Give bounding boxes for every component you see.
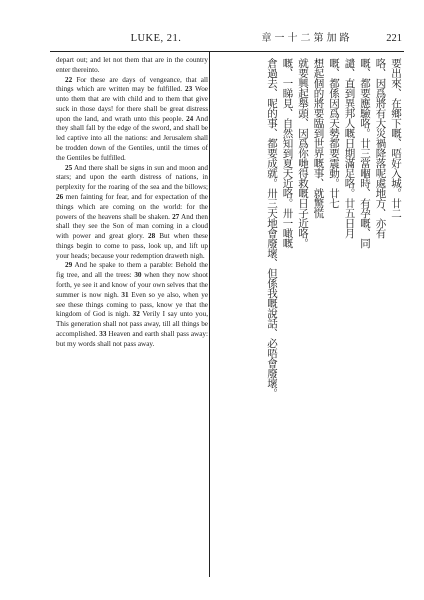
running-header-chinese: 章一十二第加路 [261, 33, 353, 44]
english-paragraph [56, 164, 208, 262]
verse-text: And then shall they see the Son of man coming in a cloud with power and great glory. [56, 212, 208, 241]
header-rule [50, 51, 404, 52]
chinese-text-line: 就要興起舉頭、因爲你哋得救嘅日子近咯。 [297, 58, 309, 248]
verse-text: Even so ye also, when ye see these things coming to pass, know ye that the kingdom of God is nigh. [56, 290, 208, 319]
chinese-text-line: 嘅、都要應驗咯。廿三當嗰時、有孕嘅、同 [359, 58, 371, 248]
verse-number: 25 [65, 163, 73, 172]
english-paragraph [56, 261, 208, 349]
verse-number: 26 [56, 192, 64, 201]
verse-text: Verily I say unto you, This generation shall not pass away, till all things be accomplished. [56, 310, 208, 338]
verse-text: But when these things begin to come to pass, look up, and lift up your heads; because your redemption draweth nigh. [56, 232, 208, 260]
verse-number: 23 [184, 85, 193, 94]
verse-text: For these are days of vengeance, that all things which are written may be fulfilled. [56, 75, 208, 94]
verse-number: 24 [186, 114, 194, 123]
verse-text: depart out; and let not them that are in the country enter thereinto. [56, 56, 208, 74]
chinese-text-line: 咯、因爲將有大災禍降落呢處地方、亦有 [374, 58, 387, 238]
page-number: 221 [386, 33, 402, 44]
verse-text: And there shall be signs in sun and moon and stars; and upon the earth distress of nations, in perplexity for the roaring of the sea and the billows; [56, 163, 208, 192]
chinese-text-column [215, 58, 403, 576]
chinese-text-line: 嘅、都係因爲天勢都要震動。廿七 [328, 58, 340, 208]
verse-number: 28 [148, 232, 156, 241]
english-paragraph [56, 56, 208, 76]
column-divider [209, 52, 210, 577]
verse-text: And he spake to them a parable: Behold the fig tree, and all the trees: [56, 261, 208, 280]
running-header-english: LUKE, 21. [130, 33, 182, 44]
verse-number: 32 [132, 310, 140, 319]
verse-text: Heaven and earth shall pass away: but my words shall not pass away. [56, 329, 208, 348]
english-text-column [56, 56, 208, 578]
verse-text: when they now shoot forth, ye see it and know of your own selves that the summer is now nigh. [56, 271, 208, 299]
verse-number: 27 [172, 212, 180, 221]
chinese-text-line: 要出來、在鄉下嘅、唔好入城。廿二 [390, 58, 402, 218]
chinese-text-line: 嘅、一睇見、自然知到夏天近咯。卅一噉嘅 [281, 58, 294, 248]
verse-number: 29 [65, 261, 73, 270]
chinese-text-line: 想起個的將要臨到世界嘅事、就驚慌 [312, 58, 325, 218]
verse-text: And they shall fall by the edge of the sword, and shall be led captive into all the nations: and Jerusalem shall be trodden down of the Gentiles, until the times of the Gentiles be fulfilled. [56, 114, 208, 162]
english-paragraph [56, 76, 208, 164]
chinese-text-line: 譴、直到異邦人嘅日期滿足咯。廿五日月 [343, 58, 356, 238]
verse-number: 31 [121, 290, 129, 299]
verse-number: 30 [134, 271, 142, 280]
chinese-text-line: 倉過去、呢的事、都要成就。卅三天地會廢壞、但係我嘅說話、必唔會廢壞。 [266, 58, 278, 398]
verse-text: men fainting for fear, and for expectation of the things which are coming on the world: for the powers of the heavens shall be shaken. [56, 192, 208, 221]
verse-number: 22 [65, 75, 73, 84]
verse-number: 33 [99, 329, 107, 338]
verse-text: Woe unto them that are with child and to them that give suck in those days! for there shall be great distress upon the land, and wrath unto this people. [56, 85, 208, 123]
